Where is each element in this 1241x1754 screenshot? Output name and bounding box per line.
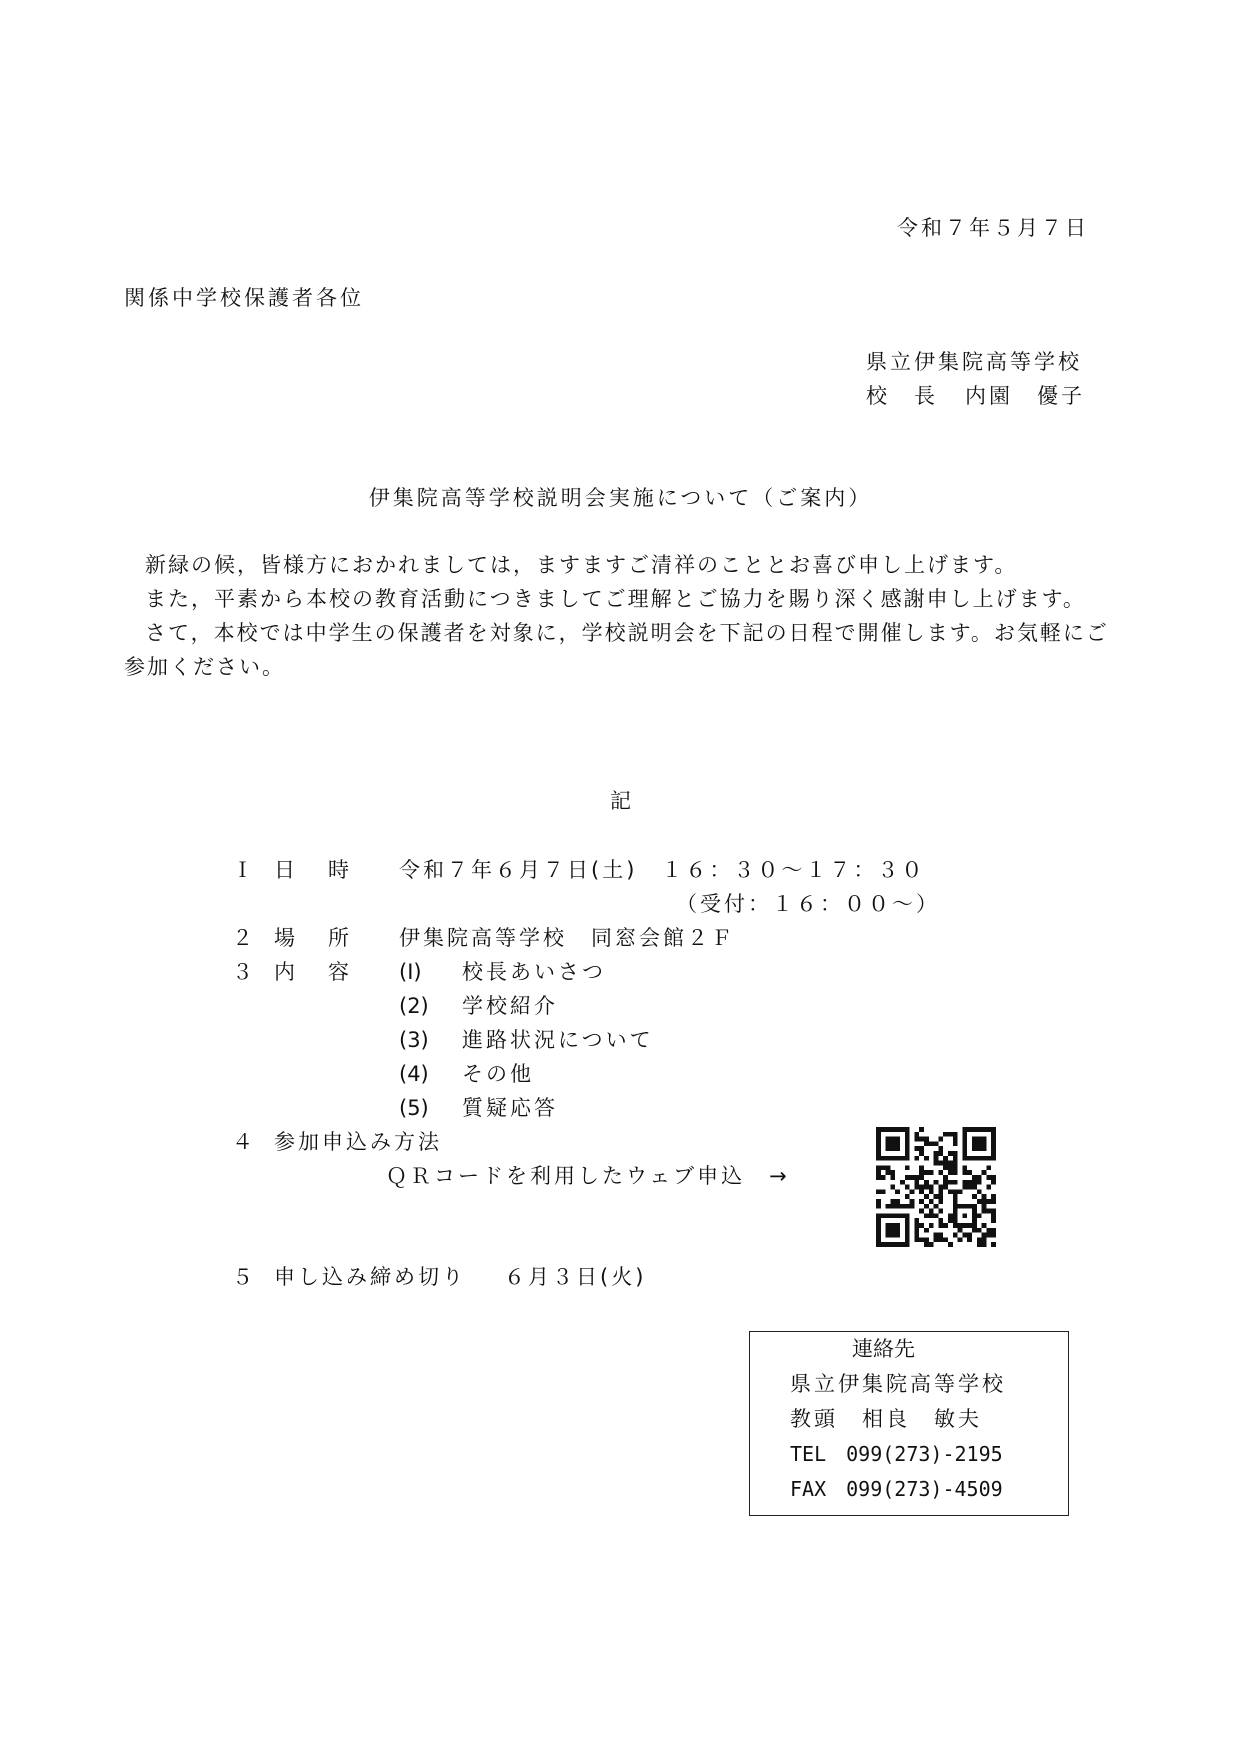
reception-time: （受付：１６：００～） [676,892,940,916]
sender-school: 県立伊集院高等学校 [866,350,1082,374]
item-1-label: 日 時 [274,858,355,882]
datetime-value: 令和７年６月７日(土) １６：３０～１７：３０ [399,858,926,882]
content-entry-5-no: (5) [399,1096,429,1120]
content-entry-2-text: 学校紹介 [462,994,558,1018]
body-paragraph-3: さて，本校では中学生の保護者を対象に，学校説明会を下記の日程で開催します。お気軽にご参加ください。 [124,621,1109,679]
item-2-label: 場 所 [274,926,355,950]
body-paragraph-1: 新緑の候，皆様方におかれましては，ますますご清祥のこととお喜び申し上げます。 [145,553,1018,577]
contact-person: 教頭 相良 敏夫 [790,1407,982,1431]
item-3-number: ３ [232,960,253,984]
contact-tel: TEL 099(273)-2195 [790,1442,1003,1466]
body-paragraph-2: また，平素から本校の教育活動につきましてご理解とご協力を賜り深く感謝申し上げます。 [145,587,1086,611]
contact-fax: FAX 099(273)-4509 [790,1477,1003,1501]
document-date: 令和７年５月７日 [897,216,1089,240]
deadline-value: ６月３日(火) [504,1265,647,1289]
content-entry-1-no: (I) [399,960,422,984]
document-title: 伊集院高等学校説明会実施について（ご案内） [368,486,873,510]
contact-heading: 連絡先 [852,1337,915,1361]
content-entry-2-no: (2) [399,994,429,1018]
item-4-number: ４ [232,1130,253,1154]
item-1-number: Ｉ [232,858,253,882]
place-value: 伊集院高等学校 同窓会館２Ｆ [399,926,735,950]
addressee: 関係中学校保護者各位 [124,286,364,310]
sender-principal-name: 内園 優子 [965,384,1085,408]
item-5-number: ５ [232,1265,253,1289]
qr-code-image[interactable] [876,1127,996,1247]
item-2-number: ２ [232,926,253,950]
content-entry-4-text: その他 [462,1062,534,1086]
content-entry-4-no: (4) [399,1062,429,1086]
item-3-label: 内 容 [274,960,355,984]
content-entry-1-text: 校長あいさつ [462,960,606,984]
item-5-label: 申し込み締め切り [274,1265,466,1289]
apply-method: ＱＲコードを利用したウェブ申込 → [386,1164,790,1188]
contact-school: 県立伊集院高等学校 [790,1372,1006,1396]
item-4-label: 参加申込み方法 [274,1130,442,1154]
sender-principal-title: 校 長 [866,384,938,408]
content-entry-3-no: (3) [399,1028,429,1052]
body-text [124,548,1118,684]
content-entry-3-text: 進路状況について [462,1028,654,1052]
contact-box [749,1331,1069,1516]
ki-heading: 記 [610,789,631,813]
content-entry-5-text: 質疑応答 [462,1096,558,1120]
